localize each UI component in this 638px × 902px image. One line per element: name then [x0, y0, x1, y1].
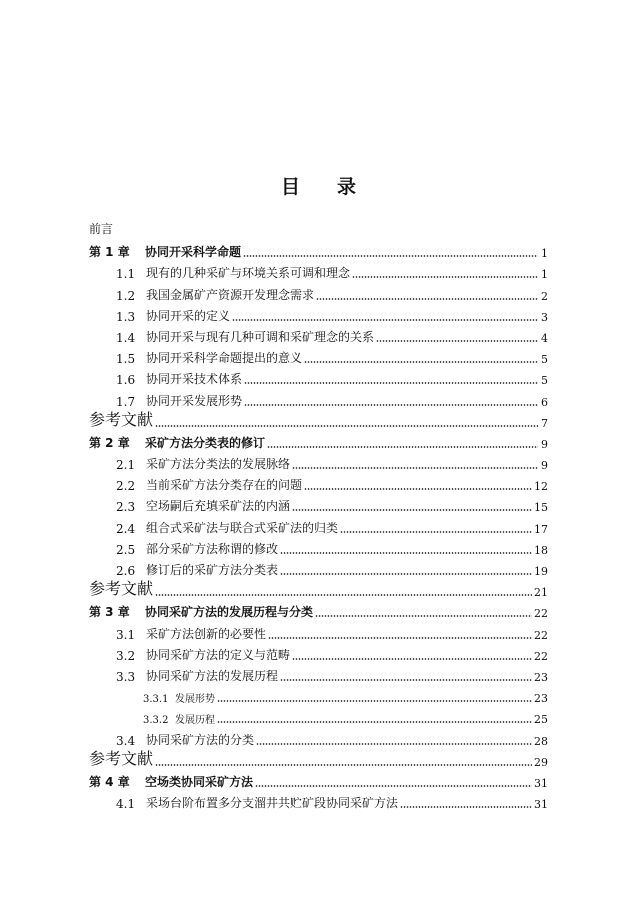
toc-entry-page-number: 23	[534, 692, 548, 706]
toc-entry-number: 1.3	[116, 309, 136, 324]
toc-entry-number: 2.5	[116, 542, 136, 557]
dot-leader	[256, 743, 532, 745]
toc-entry-section	[89, 514, 548, 535]
title-char-2: 录	[337, 176, 358, 198]
toc-entry-label: 空场嗣后充填采矿法的内涵	[146, 499, 291, 514]
toc-entry-subsection	[89, 684, 548, 705]
toc-entry-label: 空场类协同采矿方法	[145, 774, 254, 789]
toc-entries	[89, 239, 548, 811]
toc-entry-page-number: 1	[541, 268, 548, 282]
toc-entry-number: 1.7	[116, 394, 136, 409]
dot-leader	[352, 276, 538, 278]
toc-entry-page-number: 22	[534, 649, 548, 663]
toc-entry-label: 组合式采矿法与联合式采矿法的归类	[146, 520, 339, 535]
toc-entry-number: 第 4 章	[89, 774, 130, 789]
toc-entry-ref	[89, 748, 548, 769]
toc-entry-label: 参考文献	[89, 748, 154, 768]
dot-leader	[292, 467, 538, 469]
toc-entry-section	[89, 260, 548, 281]
toc-entry-number: 2.2	[116, 479, 136, 494]
toc-entry-label: 修订后的采矿方法分类表	[146, 563, 279, 577]
dot-leader	[340, 531, 532, 533]
dot-leader	[267, 446, 538, 448]
toc-entry-number: 2.4	[116, 521, 136, 536]
toc-entry-page-number: 9	[541, 459, 548, 473]
toc-entry-page-number: 3	[541, 310, 548, 324]
toc-entry-page-number: 17	[534, 522, 548, 536]
toc-entry-section	[89, 536, 548, 557]
toc-entry-number: 3.4	[116, 733, 136, 748]
toc-entry-chapter	[89, 599, 548, 620]
toc-entry-page-number: 23	[534, 670, 548, 684]
toc-entry-label: 部分采矿方法称谓的修改	[146, 541, 279, 556]
table-of-contents	[89, 219, 548, 811]
toc-entry-page-number: 5	[541, 374, 548, 388]
toc-entry-page-number: 15	[534, 501, 548, 515]
toc-entry-page-number: 6	[541, 395, 548, 409]
toc-entry-section	[89, 472, 548, 493]
toc-entry-number: 2.3	[116, 500, 136, 515]
toc-entry-section	[89, 790, 548, 811]
toc-entry-section	[89, 493, 548, 514]
toc-entry-subsection	[89, 705, 548, 726]
toc-entry-page-number: 28	[534, 734, 548, 748]
toc-entry-page-number: 7	[541, 416, 548, 430]
dot-leader	[244, 404, 538, 406]
toc-entry-label: 协同开采技术体系	[146, 372, 243, 387]
dot-leader	[304, 361, 538, 363]
toc-entry-section	[89, 663, 548, 684]
toc-entry-label: 协同采矿方法的发展历程	[146, 668, 279, 683]
toc-entry-label: 发展历程	[175, 715, 215, 727]
dot-leader	[292, 658, 532, 660]
toc-entry-label: 协同开采科学命题提出的意义	[146, 351, 303, 366]
toc-entry-section	[89, 642, 548, 663]
toc-entry-number: 第 2 章	[89, 435, 130, 450]
toc-entry-page-number: 19	[534, 565, 548, 578]
page-title	[0, 172, 638, 199]
toc-entry-label: 协同采矿方法的定义与范畴	[146, 647, 291, 662]
toc-entry-number: 第 1 章	[89, 245, 130, 260]
toc-entry-label: 采矿方法创新的必要性	[146, 626, 267, 641]
toc-entry-number: 1.2	[116, 288, 136, 303]
toc-entry-chapter	[89, 239, 548, 260]
toc-entry-page-number: 2	[541, 289, 548, 303]
toc-entry-number: 2.1	[116, 458, 136, 473]
toc-entry-label: 采场台阶布置多分支溜井共贮矿段协同采矿方法	[146, 796, 399, 811]
toc-entry-section	[89, 345, 548, 366]
toc-entry-page-number: 9	[541, 437, 548, 451]
dot-leader	[155, 594, 532, 596]
toc-entry-section	[89, 281, 548, 302]
toc-entry-page-number: 4	[541, 331, 548, 345]
toc-entry-section	[89, 620, 548, 641]
dot-leader	[255, 785, 532, 787]
toc-entry-section	[89, 366, 548, 387]
toc-entry-label: 采矿方法分类表的修订	[145, 435, 266, 450]
dot-leader	[155, 764, 532, 766]
toc-entry-label: 现有的几种采矿与环境关系可调和理念	[146, 266, 351, 281]
toc-entry-number: 1.1	[116, 267, 136, 282]
toc-entry-section	[89, 726, 548, 747]
dot-leader	[292, 509, 532, 511]
title-char-1: 目	[280, 176, 301, 198]
toc-entry-number: 第 3 章	[89, 605, 130, 620]
toc-entry-page-number: 22	[534, 607, 548, 621]
dot-leader	[400, 806, 532, 808]
toc-entry-section	[89, 324, 548, 345]
toc-entry-section	[89, 303, 548, 324]
toc-entry-section	[89, 387, 548, 408]
toc-entry-number: 3.3	[116, 669, 136, 684]
dot-leader	[268, 637, 532, 639]
dot-leader	[316, 298, 538, 300]
toc-entry-number: 1.4	[116, 330, 136, 345]
toc-entry-number: 3.1	[116, 627, 136, 642]
dot-leader	[217, 721, 532, 723]
toc-entry-section	[89, 557, 548, 578]
toc-entry-page-number: 31	[534, 776, 548, 790]
toc-entry-label: 协同开采与现有几种可调和采矿理念的关系	[146, 329, 375, 344]
dot-leader	[280, 573, 532, 575]
toc-entry-number: 3.3.2	[143, 715, 169, 727]
toc-entry-number: 3.3.1	[143, 694, 169, 706]
dot-leader	[304, 488, 532, 490]
toc-entry-chapter	[89, 769, 548, 790]
dot-leader	[243, 255, 538, 257]
toc-entry-page-number: 18	[534, 543, 548, 557]
dot-leader	[280, 552, 532, 554]
toc-entry-page-number: 29	[534, 755, 548, 769]
dot-leader	[376, 340, 538, 342]
dot-leader	[232, 319, 538, 321]
dot-leader	[244, 382, 538, 384]
toc-entry-number: 3.2	[116, 648, 136, 663]
toc-entry-number: 1.5	[116, 352, 136, 367]
toc-entry-label: 协同采矿方法的分类	[146, 732, 255, 747]
toc-entry-number: 4.1	[116, 797, 136, 812]
dot-leader	[280, 679, 532, 681]
toc-entry-section	[89, 451, 548, 472]
toc-entry-ref	[89, 409, 548, 430]
toc-entry-page-number: 1	[541, 247, 548, 261]
toc-entry-page-number: 22	[534, 628, 548, 642]
toc-entry-page-number: 21	[534, 586, 548, 600]
toc-preface: 前言	[89, 222, 114, 236]
toc-entry-label: 发展形势	[175, 694, 215, 706]
toc-entry-label: 协同开采的定义	[146, 308, 231, 323]
toc-entry-label: 我国金属矿产资源开发理念需求	[146, 287, 315, 302]
toc-entry-label: 当前采矿方法分类存在的问题	[146, 478, 303, 493]
dot-leader	[217, 700, 532, 702]
toc-entry-page-number: 31	[534, 798, 548, 812]
toc-entry-page-number: 12	[534, 480, 548, 494]
toc-entry-number: 2.6	[116, 564, 136, 578]
toc-entry-label: 协同开采科学命题	[145, 245, 242, 260]
toc-entry-label: 参考文献	[89, 579, 154, 599]
dot-leader	[155, 425, 538, 427]
dot-leader	[315, 615, 532, 617]
toc-entry-page-number: 5	[541, 353, 548, 367]
toc-entry-label: 协同采矿方法的发展历程与分类	[145, 605, 314, 620]
toc-entry-page-number: 25	[534, 713, 548, 727]
toc-entry-chapter	[89, 430, 548, 451]
toc-entry-label: 参考文献	[89, 409, 154, 429]
toc-entry-label: 协同开采发展形势	[146, 393, 243, 408]
toc-entry-number: 1.6	[116, 373, 136, 388]
toc-entry-label: 采矿方法分类法的发展脉络	[146, 457, 291, 472]
toc-entry-ref	[89, 578, 548, 599]
